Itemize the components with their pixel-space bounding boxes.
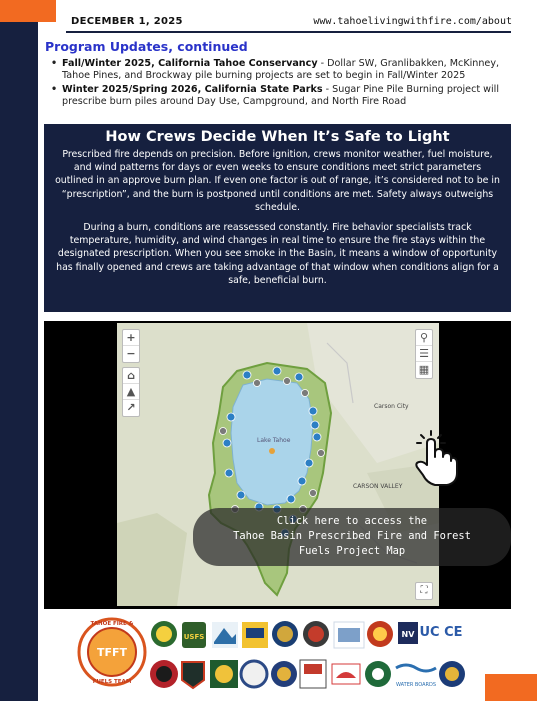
update-lead: Fall/Winter 2025, California Tahoe Conservancy [62, 58, 318, 69]
map-caption-line: Click here to access the [276, 515, 428, 527]
partner-logos-graphic [78, 614, 470, 696]
section-title: Program Updates, continued [45, 39, 248, 54]
crews-box-title: How Crews Decide When It’s Safe to Light [105, 129, 450, 145]
logo-badge-text: NV [401, 630, 415, 639]
header-divider [66, 31, 511, 33]
update-text: - Sugar Pine Pile Burning project will prescribe burn piles around Day Use, Campground, and North Fire Road [62, 83, 500, 108]
crews-info-box [44, 124, 511, 312]
list-item [50, 84, 510, 109]
map-frame [44, 321, 511, 609]
website-url[interactable]: www.tahoelivingwithfire.com/about [313, 16, 512, 27]
logo-badge-text: WATER BOARDS [395, 682, 437, 688]
program-updates-list [50, 58, 510, 110]
list-item [50, 58, 510, 83]
map-caption-line: Fuels Project Map [298, 545, 406, 557]
map-label-lake: Lake Tahoe [257, 437, 291, 444]
tfft-ring-bottom: FUELS TEAM [92, 679, 132, 685]
map-widget-controls [415, 329, 433, 379]
nav-controls [122, 367, 140, 417]
tfft-ring-top: TAHOE FIRE & [90, 621, 134, 627]
corner-accent-top [0, 0, 56, 22]
update-text: - Dollar SW, Granlibakken, McKinney, Tahoe Pines, and Brockway pile burning projects are set to begin in Fall/Winter 2025 [62, 58, 500, 82]
corner-accent-bottom [485, 674, 537, 701]
zoom-out-button[interactable]: − [126, 347, 136, 360]
uc-ce-logo: UC CE [419, 625, 463, 640]
tfft-text: TFFT [96, 646, 128, 659]
fullscreen-icon[interactable]: ⛶ [415, 582, 433, 600]
layers-icon[interactable]: ☰ [416, 346, 432, 362]
map-label-valley: CARSON VALLEY [353, 483, 403, 490]
map-label-city: Carson City [374, 403, 409, 410]
partner-logos [78, 614, 470, 696]
side-bar [0, 22, 38, 701]
map-caption-line: Tahoe Basin Prescribed Fire and Forest [233, 530, 471, 542]
pointer-hand-icon [413, 431, 459, 487]
zoom-controls [122, 329, 140, 363]
logo-badge-text: USFS [183, 633, 205, 641]
crews-paragraph: During a burn, conditions are reassessed constantly. Fire behavior specialists track temperature, humidity, and wind changes in real time to ensure the fire stays within the designated prescription. When you see smoke in the Basin, it means a window of opportunity has finally opened and crews are taking advantage of that window when conditions align for a safe, beneficial burn. [56, 222, 499, 286]
share-icon[interactable]: ↗ [126, 401, 136, 414]
project-map-link[interactable] [117, 323, 471, 606]
search-icon[interactable]: ⚲ [416, 330, 432, 346]
crews-paragraph: Prescribed fire depends on precision. Before ignition, crews monitor weather, fuel moisture, and wind patterns for days or even weeks to ensure conditions meet strict parameters outlined in an approve burn plan. If even one factor is out of range, it’s considered not to be in “prescription”, and the burn is postponed until conditions are met. Safety always outweighs schedule. [55, 149, 500, 213]
zoom-in-button[interactable]: + [123, 330, 139, 346]
home-icon[interactable]: ⌂ [123, 368, 139, 384]
map-caption[interactable] [193, 508, 511, 566]
issue-date: DECEMBER 1, 2025 [71, 16, 183, 27]
compass-icon[interactable]: ▲ [123, 384, 139, 400]
tfft-logo [79, 619, 145, 685]
basemap-icon[interactable]: ▦ [418, 363, 430, 376]
update-lead: Winter 2025/Spring 2026, California State Parks [62, 83, 323, 95]
